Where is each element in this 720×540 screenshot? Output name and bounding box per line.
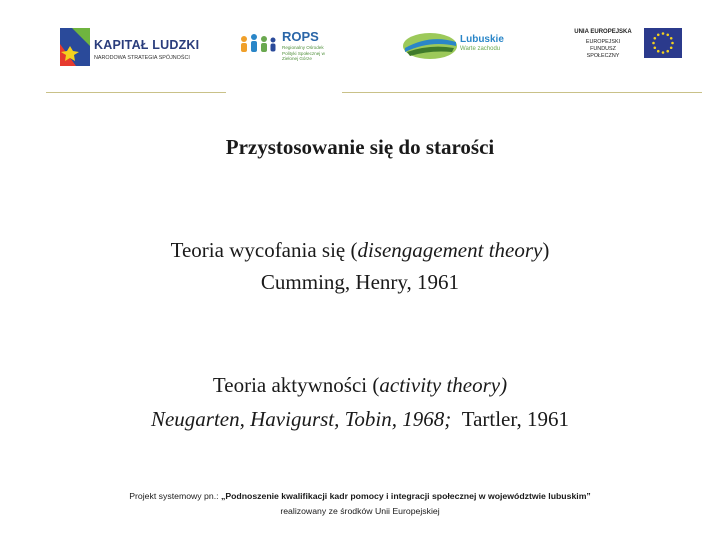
theory2-authors — [0, 407, 720, 432]
eu-line1: UNIA EUROPEJSKA — [574, 29, 632, 35]
footer-prefix: Projekt systemowy pn.: — [129, 491, 221, 501]
lubuskie-logo — [402, 28, 512, 68]
footer-funding-line: realizowany ze środków Unii Europejskiej — [280, 506, 440, 516]
header-divider-right — [342, 92, 702, 93]
theory1-text: Teoria wycofania się ( — [170, 238, 358, 262]
footer-project-line — [0, 491, 720, 501]
kapital-ludzki-logo — [58, 24, 208, 70]
lubuskie-tagline: Warte zachodu — [460, 46, 501, 52]
theory2-term: activity theory) — [379, 373, 508, 397]
kapital-ludzki-tagline: NARODOWA STRATEGIA SPÓJNOŚCI — [94, 55, 190, 61]
eu-line3: FUNDUSZ — [590, 46, 616, 52]
rops-people-icon — [238, 27, 280, 67]
eu-line4: SPOŁECZNY — [586, 53, 620, 59]
eu-line2: EUROPEJSKI — [585, 39, 621, 45]
rops-name: ROPS — [282, 29, 319, 44]
theory2-heading — [0, 373, 720, 398]
header-divider-left — [46, 92, 226, 93]
eu-flag-icon — [644, 28, 682, 58]
theory2-text: Teoria aktywności ( — [212, 373, 380, 397]
slide-title: Przystosowanie się do starości — [225, 135, 495, 159]
theory1-heading — [0, 238, 720, 263]
theory1-term: disengagement theory — [357, 238, 543, 262]
kapital-ludzki-name: KAPITAŁ LUDZKI — [94, 38, 200, 52]
lubuskie-landscape-icon — [402, 28, 460, 64]
theory1-close: ) — [542, 238, 550, 262]
theory2-authors-rest: Tartler, 1961 — [461, 407, 570, 431]
eu-logo — [560, 26, 684, 66]
rops-subtitle: Regionalny Ośrodek Polityki Społecznej w Zielonej Górze — [282, 45, 325, 62]
theory2-authors-italic: Neugarten, Havigurst, Tobin, 1968; — [150, 407, 452, 431]
kapital-ludzki-emblem-icon — [58, 24, 92, 70]
footer-project-name: „Podnoszenie kwalifikacji kadr pomocy i integracji społecznej w województwie lubuskim” — [220, 491, 591, 501]
rops-logo — [238, 27, 334, 67]
lubuskie-name: Lubuskie — [460, 34, 504, 45]
theory1-authors: Cumming, Henry, 1961 — [260, 270, 460, 294]
